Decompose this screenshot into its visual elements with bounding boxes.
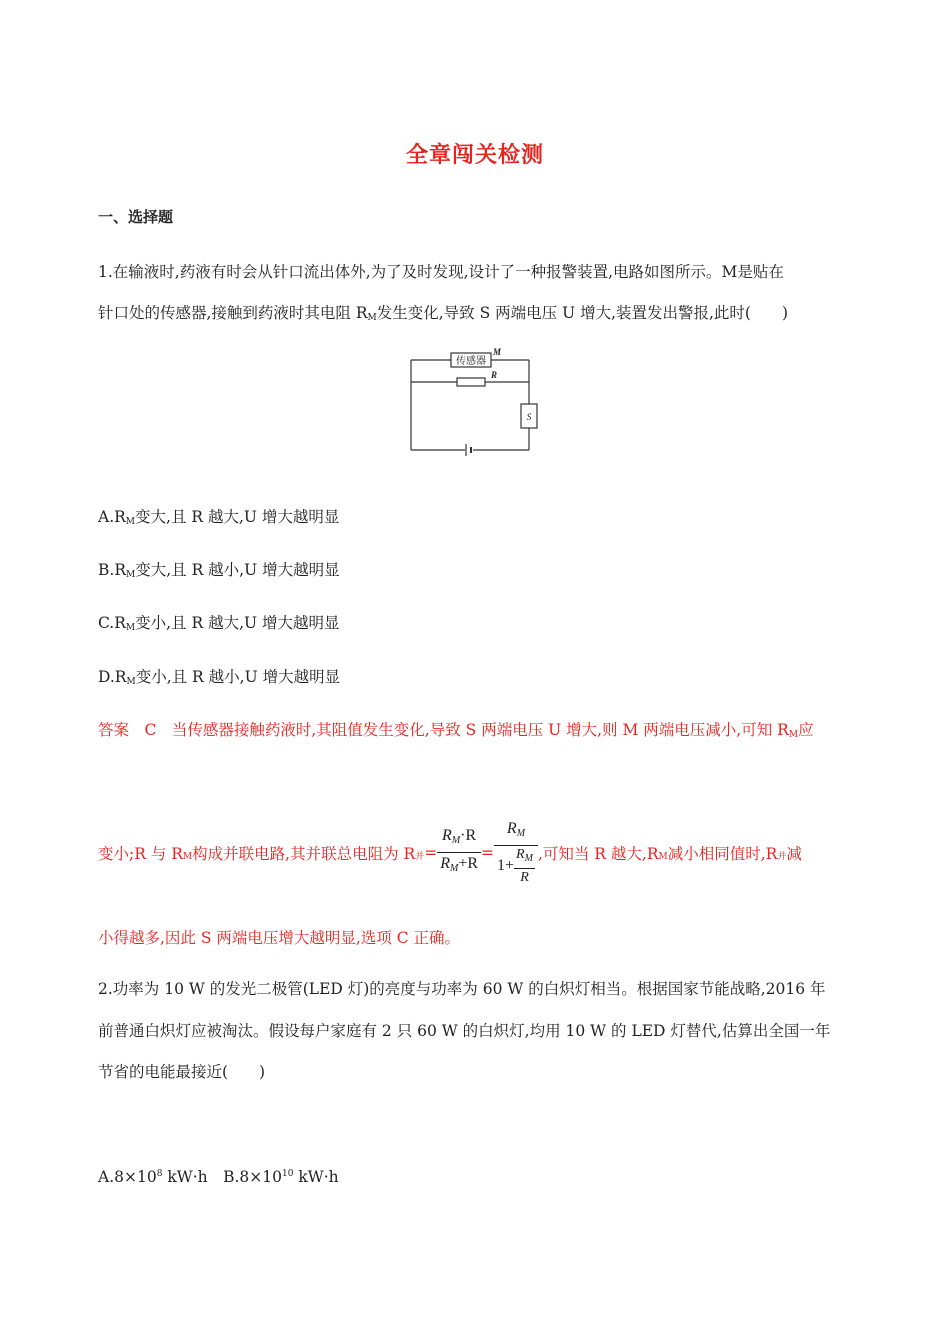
answer-line-1: 答案 C 当传感器接触药液时,其阻值发生变化,导致 S 两端电压 U 增大,则 M 两端电压减小,可知 $R_M$应 bbox=[98, 721, 814, 740]
s-label: S bbox=[526, 412, 532, 422]
question-1-line-1: 1.在输液时,药液有时会从针口流出体外,为了及时发现,设计了一种报警装置,电路如图所示。M是贴在 bbox=[98, 263, 784, 281]
option-b[interactable]: $B.R_M$变大,且 R 越小,U 增大越明显 bbox=[98, 561, 340, 580]
option-d[interactable]: $D.R_M$变小,且 R 越小,U 增大越明显 bbox=[98, 668, 341, 687]
section-heading: 一、选择题 bbox=[98, 208, 174, 226]
question-2-line-2: 前普通白炽灯应被淘汰。假设每户家庭有 2 只 60 W 的白炽灯,均用 10 W 的 LED 灯替代,估算出全国一年 bbox=[98, 1022, 831, 1040]
page-title: 全章闯关检测 bbox=[405, 143, 544, 168]
option-a[interactable]: $A.R_M$变大,且 R 越大,U 增大越明显 bbox=[98, 508, 340, 527]
question-2-options-a-b[interactable]: $A.8\times 10^8$ kW·h $B.8\times 10^{10}$ kW·h bbox=[98, 1168, 339, 1186]
question-2-line-1: 2.功率为 10 W 的发光二极管(LED 灯)的亮度与功率为 60 W 的白炽灯相当。根据国家节能战略,2016 年 bbox=[98, 980, 826, 998]
question-1-line-2: 针口处的传感器,接触到药液时其电阻 $R_M$发生变化,导致 S 两端电压 U 增大,装置发出警报,此时( ) bbox=[98, 304, 789, 323]
question-2-line-3: 节省的电能最接近( ) bbox=[98, 1063, 266, 1081]
r-label: R bbox=[491, 370, 498, 380]
sensor-label: 传感器 bbox=[456, 356, 486, 367]
answer-line-3: 小得越多,因此 S 两端电压增大越明显,选项 C 正确。 bbox=[98, 929, 461, 947]
m-label: M bbox=[493, 347, 502, 357]
option-c[interactable]: $C.R_M$变小,且 R 越大,U 增大越明显 bbox=[98, 614, 340, 633]
fraction-simplified: RM 1+ $\frac{R_M}{R}$ bbox=[494, 818, 538, 887]
circuit-diagram bbox=[405, 346, 545, 456]
fraction-parallel-resistance: $\frac{RM\cdot R}{RM+R}$ bbox=[437, 825, 481, 880]
resistor-r bbox=[457, 378, 485, 386]
answer-line-2: 变小;R 与 $R_M$构成并联电路,其并联总电阻为 $R_并=$ $\frac{RM\cdot R}{RM+R}$ = RM 1+ $\frac{R_M}{R}$ ,可知当 R 越大$,R_M$减小相同值时$,R_并$减 bbox=[98, 820, 802, 885]
answer-label: 答案 C bbox=[98, 721, 172, 739]
